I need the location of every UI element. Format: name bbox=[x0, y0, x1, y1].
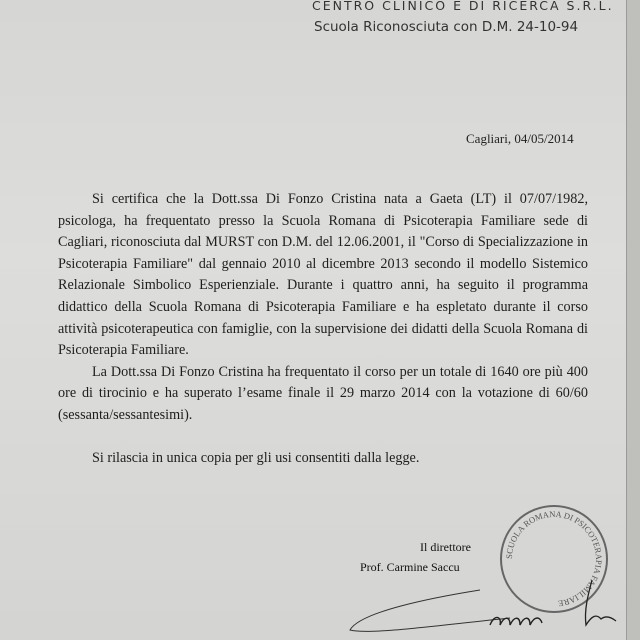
svg-text:SCUOLA ROMANA DI PSICOTERAPIA: SCUOLA ROMANA DI PSICOTERAPIA FAMILIARE bbox=[503, 508, 605, 609]
paragraph-hours: La Dott.ssa Di Fonzo Cristina ha frequentato il corso per un totale di 1640 ore più 400 ore di tirocinio e ha superato l’esame finale il 29 marzo 2014 con la votazione di 60/60 (sessanta/sessantesimi). bbox=[58, 363, 588, 423]
paragraph-issuance: Si rilascia in unica copia per gli usi consentiti dalla legge. bbox=[92, 449, 420, 466]
paragraph-certification: Si certifica che la Dott.ssa Di Fonzo Cristina nata a Gaeta (LT) il 07/07/1982, psicologa, ha frequentato presso la Scuola Romana di Psicoterapia Familiare sede di Cagliari, riconosciuta dal MURST con D.M. del 12.06.2001, il "Corso di Specializzazione in Psicoterapia Familiare" dal gennaio 2010 al dicembre 2013 secondo il modello Sistemico Relazionale Simbolico Esperienziale. Durante i quattro anni, ha seguito il programma didattico della Scuola Romana di Psicoterapia Familiare e ha espletato durante il corso attività psicoterapeutica con famiglie, con la supervisione dei didatti della Scuola Romana di Psicoterapia Familiare. bbox=[58, 191, 588, 359]
signature-name: Prof. Carmine Saccu bbox=[360, 560, 460, 574]
handwritten-signature bbox=[340, 540, 620, 640]
certificate-body bbox=[58, 189, 588, 469]
letterhead-company: CENTRO CLINICO E DI RICERCA S.R.L. bbox=[312, 0, 614, 13]
letterhead-recognition: Scuola Riconosciuta con D.M. 24-10-94 bbox=[314, 19, 579, 35]
signature-role: Il direttore bbox=[420, 540, 471, 554]
document-date: Cagliari, 04/05/2014 bbox=[466, 131, 574, 146]
